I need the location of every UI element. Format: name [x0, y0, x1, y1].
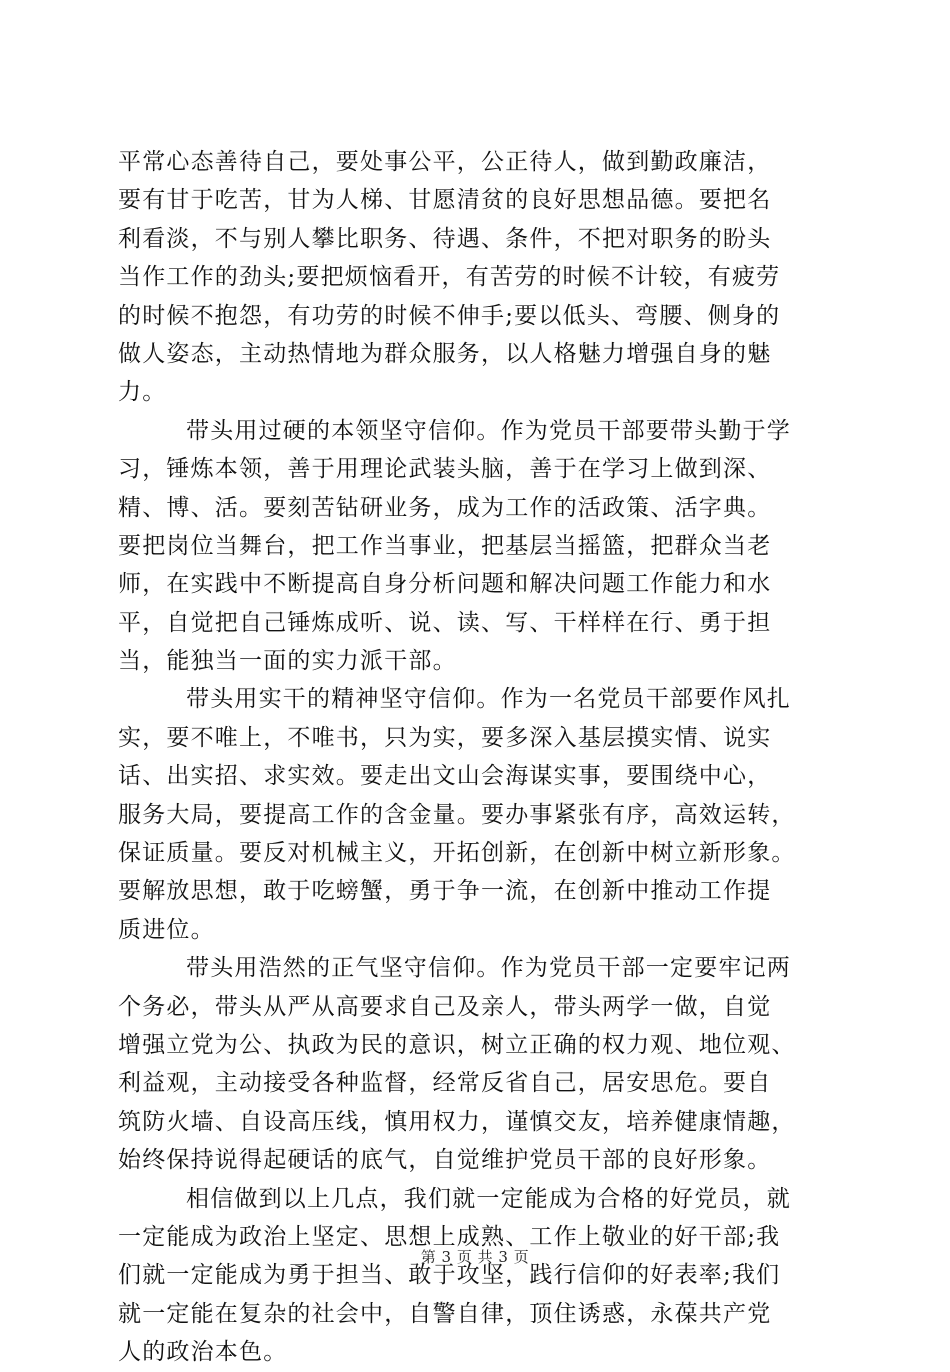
text-line: 师，在实践中不断提高自身分析问题和解决问题工作能力和水	[118, 571, 772, 598]
text-line: 话、出实招、求实效。要走出文山会海谋实事，要围绕中心，	[118, 763, 772, 790]
text-line: 要有甘于吃苦，甘为人梯、甘愿清贫的良好思想品德。要把名	[118, 187, 772, 214]
text-line: 做人姿态，主动热情地为群众服务，以人格魅力增强自身的魅	[118, 340, 772, 367]
text-line: 当，能独当一面的实力派干部。	[118, 648, 457, 675]
text-line: 要把岗位当舞台，把工作当事业，把基层当摇篮，把群众当老	[118, 532, 772, 559]
text-line: 始终保持说得起硬话的底气，自觉维护党员干部的良好形象。	[118, 1147, 772, 1174]
text-line: 利益观，主动接受各种监督，经常反省自己，居安思危。要自	[118, 1070, 772, 1097]
text-line: 习，锤炼本领，善于用理论武装头脑，善于在学习上做到深、	[118, 456, 772, 483]
text-line: 筑防火墙、自设高压线，慎用权力，谨慎交友，培养健康情趣，	[118, 1108, 796, 1135]
text-line: 人的政治本色。	[118, 1339, 288, 1366]
text-line: 要解放思想，敢于吃螃蟹，勇于争一流，在创新中推动工作提	[118, 878, 772, 905]
text-line: 一定能成为政治上坚定、思想上成熟、工作上敬业的好干部;我	[118, 1223, 781, 1250]
paragraph-first-line: 带头用实干的精神坚守信仰。作为一名党员干部要作风扎	[186, 686, 791, 713]
text-line: 增强立党为公、执政为民的意识，树立正确的权力观、地位观、	[118, 1031, 796, 1058]
text-line: 实，要不唯上，不唯书，只为实，要多深入基层摸实情、说实	[118, 724, 772, 751]
text-line: 个务必，带头从严从高要求自己及亲人，带头两学一做，自觉	[118, 993, 772, 1020]
text-line: 精、博、活。要刻苦钻研业务，成为工作的活政策、活字典。	[118, 494, 772, 521]
text-line: 平常心态善待自己，要处事公平，公正待人，做到勤政廉洁，	[118, 149, 772, 175]
text-line: 就一定能在复杂的社会中，自警自律，顶住诱惑，永葆共产党	[118, 1300, 772, 1327]
document-body	[118, 143, 834, 1372]
text-line: 平，自觉把自己锤炼成听、说、读、写、干样样在行、勇于担	[118, 609, 772, 636]
text-line: 力。	[118, 379, 167, 406]
text-line: 保证质量。要反对机械主义，开拓创新，在创新中树立新形象。	[118, 840, 796, 867]
paragraph-first-line: 带头用浩然的正气坚守信仰。作为党员干部一定要牢记两	[186, 955, 791, 982]
text-line: 的时候不抱怨，有功劳的时候不伸手;要以低头、弯腰、侧身的	[118, 302, 781, 329]
paragraph-first-line: 相信做到以上几点，我们就一定能成为合格的好党员，就	[186, 1185, 791, 1212]
text-line: 们就一定能成为勇于担当、敢于攻坚，践行信仰的好表率;我们	[118, 1262, 781, 1289]
text-line: 当作工作的劲头;要把烦恼看开，有苦劳的时候不计较，有疲劳	[118, 264, 781, 291]
paragraph-first-line: 带头用过硬的本领坚守信仰。作为党员干部要带头勤于学	[186, 417, 791, 444]
text-line: 质进位。	[118, 916, 215, 943]
text-line: 服务大局，要提高工作的含金量。要办事紧张有序，高效运转，	[118, 801, 796, 828]
page-footer: 第 3 页 共 3 页	[420, 1248, 530, 1266]
text-line: 利看淡，不与别人攀比职务、待遇、条件，不把对职务的盼头	[118, 225, 772, 252]
